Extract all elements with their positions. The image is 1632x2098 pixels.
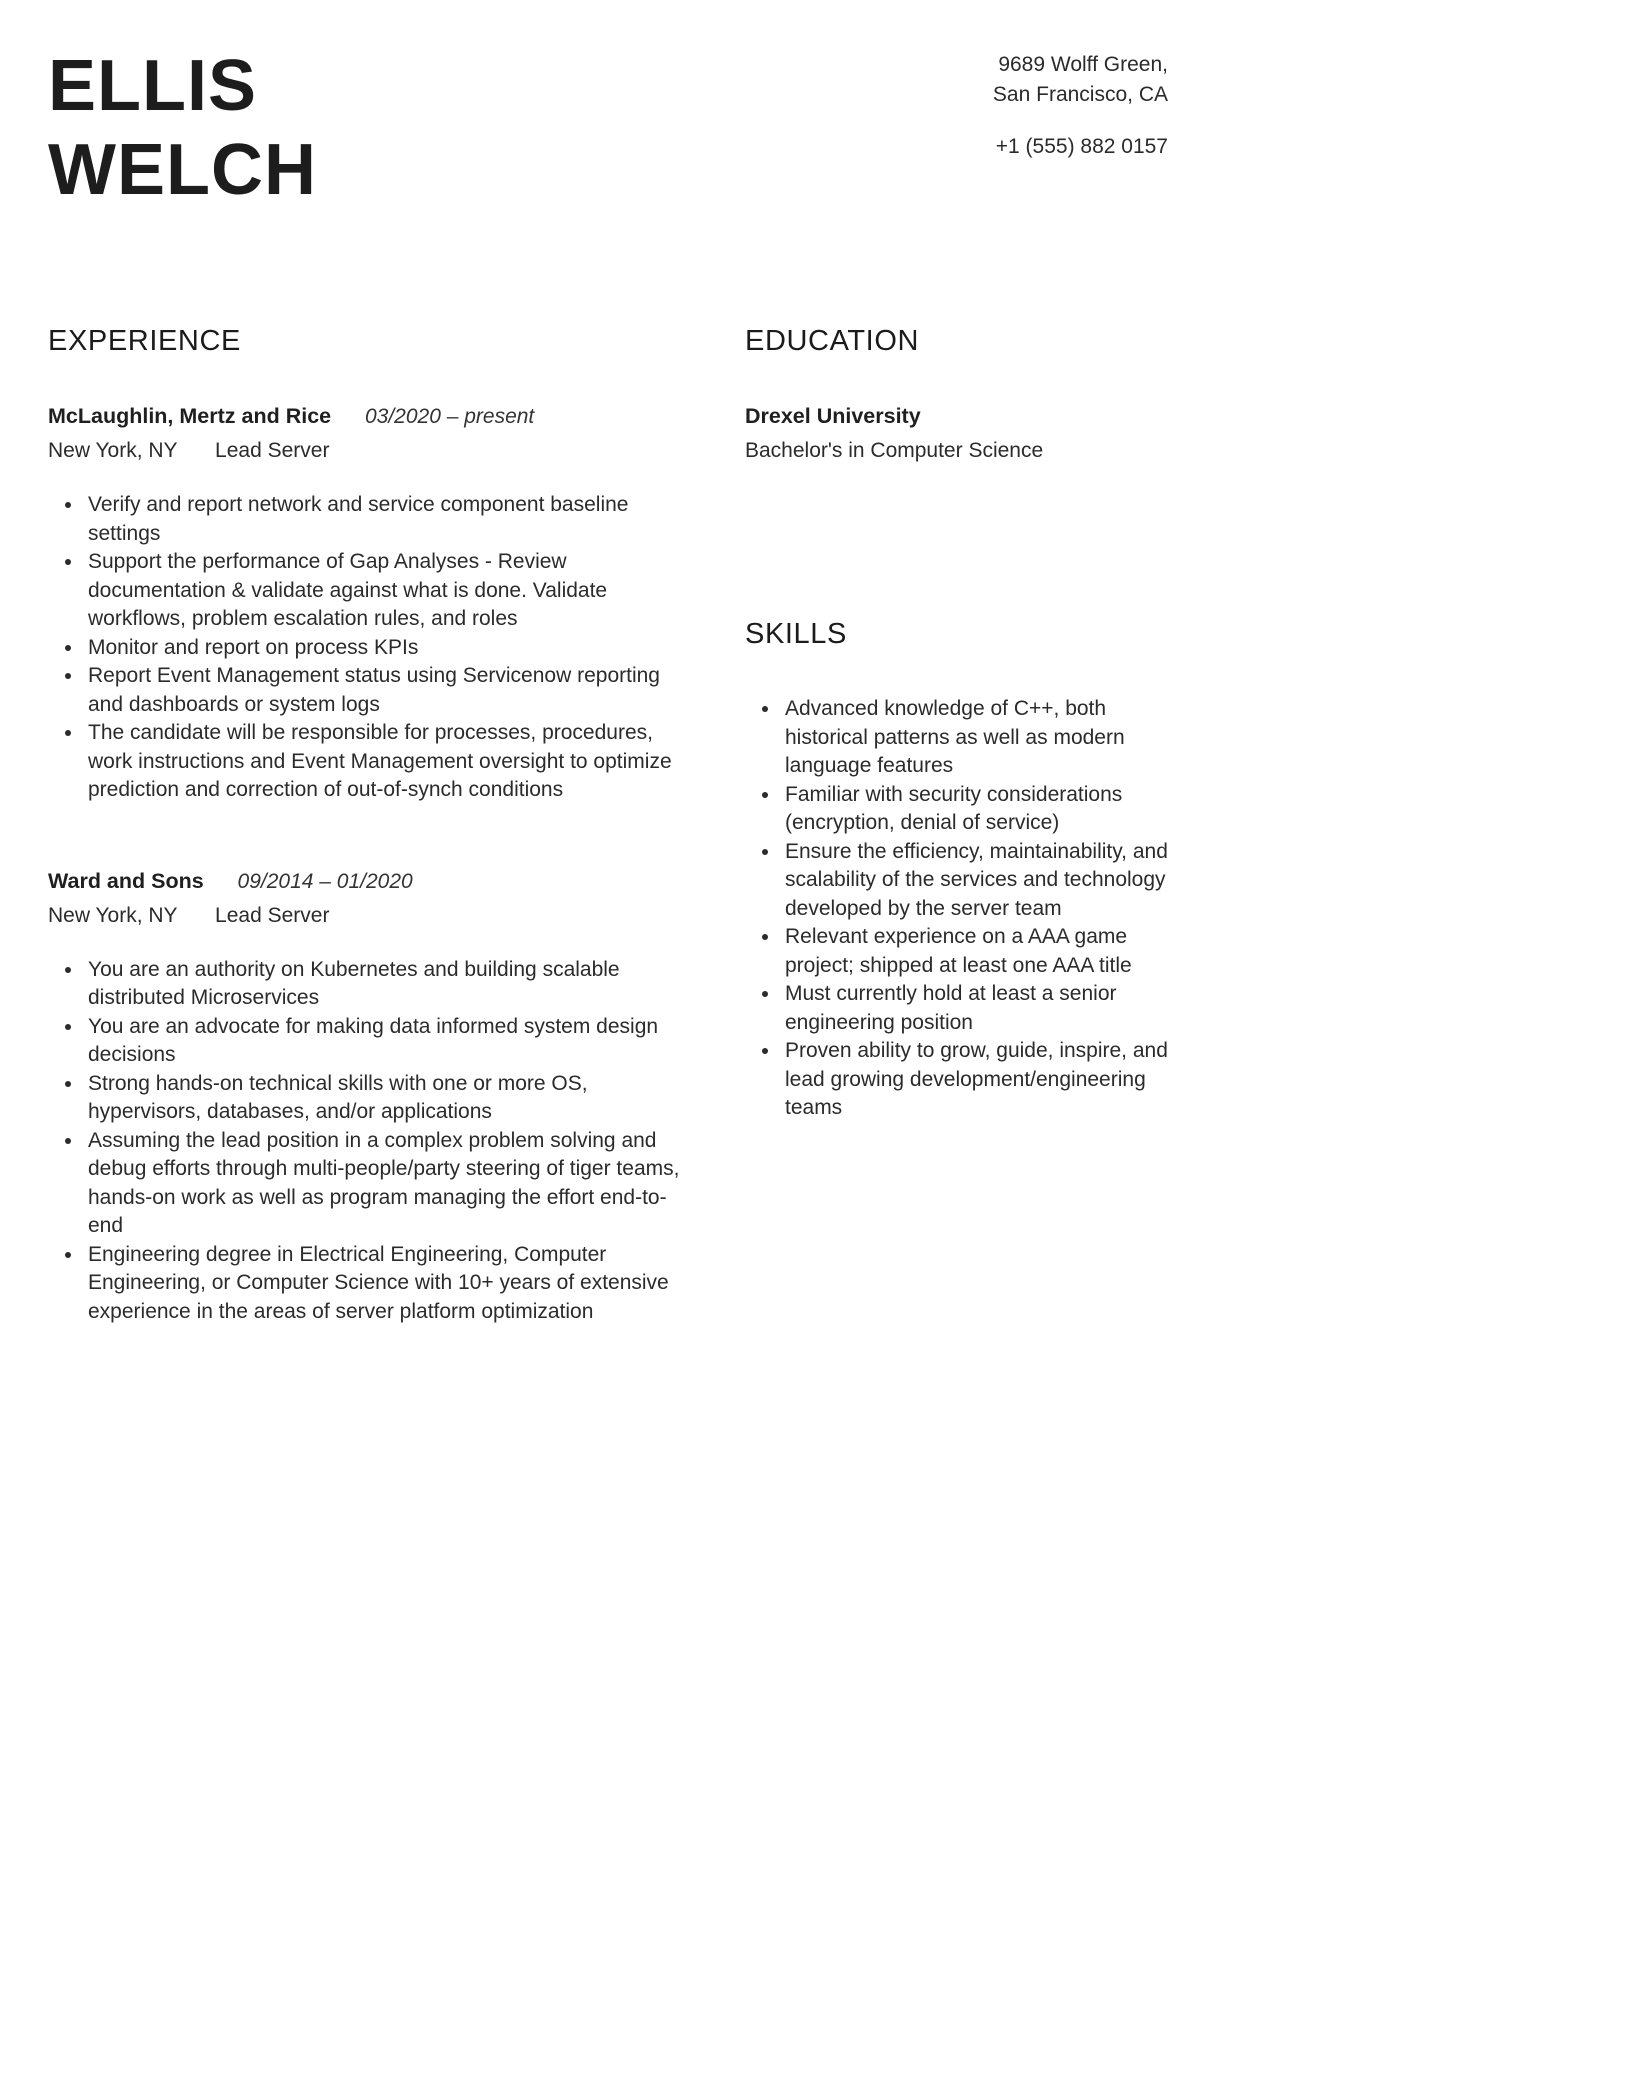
job-subheader bbox=[48, 436, 698, 465]
bullet-item: • Strong hands-on technical skills with one or more OS, hypervisors, databases, and/or applications bbox=[84, 1070, 698, 1127]
job-bullet-list bbox=[48, 956, 698, 1327]
job-title: Lead Server bbox=[215, 903, 330, 927]
experience-heading: EXPERIENCE bbox=[48, 325, 241, 357]
job-entry bbox=[48, 402, 698, 805]
job-bullet-list bbox=[48, 491, 698, 805]
company-name: McLaughlin, Mertz and Rice bbox=[48, 404, 332, 428]
bullet-item: • You are an advocate for making data informed system design decisions bbox=[84, 1013, 698, 1070]
bullet-item: • You are an authority on Kubernetes and building scalable distributed Microservices bbox=[84, 956, 698, 1013]
contact-block bbox=[993, 44, 1168, 162]
job-dates: 09/2014 – 01/2020 bbox=[237, 869, 413, 893]
job-header bbox=[48, 867, 698, 896]
bullet-item: • Assuming the lead position in a complex problem solving and debug efforts through multi-people/party steering of tiger teams, hands-on work as well as program managing the effort end-to-end bbox=[84, 1127, 698, 1241]
bullet-item: • Verify and report network and service component baseline settings bbox=[84, 491, 698, 548]
bullet-item: • Engineering degree in Electrical Engineering, Computer Engineering, or Computer Science with 10+ years of extensive experience in the areas of server platform optimization bbox=[84, 1241, 698, 1327]
skills-section bbox=[745, 617, 1171, 1123]
job-dates: 03/2020 – present bbox=[364, 405, 535, 428]
candidate-first-name: ELLIS bbox=[48, 46, 258, 126]
bullet-item: • Report Event Management status using Servicenow reporting and dashboards or system logs bbox=[84, 662, 698, 719]
skills-bullet-list bbox=[745, 695, 1171, 1123]
bullet-item: • Monitor and report on process KPIs bbox=[84, 634, 698, 663]
address-line-2: San Francisco, CA bbox=[992, 83, 1168, 106]
bullet-item: • Must currently hold at least a senior engineering position bbox=[781, 980, 1171, 1037]
bullet-item: • Familiar with security considerations (encryption, denial of service) bbox=[781, 781, 1171, 838]
bullet-item: • The candidate will be responsible for processes, procedures, work instructions and Event Management oversight to optimize prediction and correction of out-of-synch conditions bbox=[84, 719, 698, 805]
job-entry bbox=[48, 867, 698, 1327]
degree: Bachelor's in Computer Science bbox=[745, 439, 1044, 462]
bullet-item: • Advanced knowledge of C++, both historical patterns as well as modern language features bbox=[781, 695, 1171, 781]
education-heading: EDUCATION bbox=[745, 325, 920, 357]
job-location: New York, NY bbox=[48, 903, 178, 927]
job-location: New York, NY bbox=[48, 439, 178, 462]
bullet-item: • Support the performance of Gap Analyses - Review documentation & validate against what is done. Validate workflows, problem escalation rules, and roles bbox=[84, 548, 698, 634]
school-name: Drexel University bbox=[745, 404, 921, 428]
resume-header bbox=[0, 0, 1632, 212]
bullet-item: • Proven ability to grow, guide, inspire, and lead growing development/engineering teams bbox=[781, 1037, 1171, 1123]
phone-number: +1 (555) 882 0157 bbox=[995, 135, 1168, 158]
experience-section bbox=[48, 324, 698, 1326]
job-title: Lead Server bbox=[215, 439, 330, 462]
resume-body bbox=[0, 324, 1632, 1326]
bullet-item: • Ensure the efficiency, maintainability, and scalability of the services and technology developed by the server team bbox=[781, 838, 1171, 924]
bullet-item: • Relevant experience on a AAA game project; shipped at least one AAA title bbox=[781, 923, 1171, 980]
right-column bbox=[745, 324, 1171, 1326]
candidate-last-name: WELCH bbox=[48, 130, 317, 210]
job-header bbox=[48, 402, 698, 431]
candidate-name bbox=[48, 44, 317, 212]
education-section bbox=[745, 324, 1171, 465]
job-subheader bbox=[48, 901, 698, 930]
skills-heading: SKILLS bbox=[745, 618, 847, 650]
address-line-1: 9689 Wolff Green, bbox=[998, 53, 1168, 76]
company-name: Ward and Sons bbox=[48, 868, 204, 893]
